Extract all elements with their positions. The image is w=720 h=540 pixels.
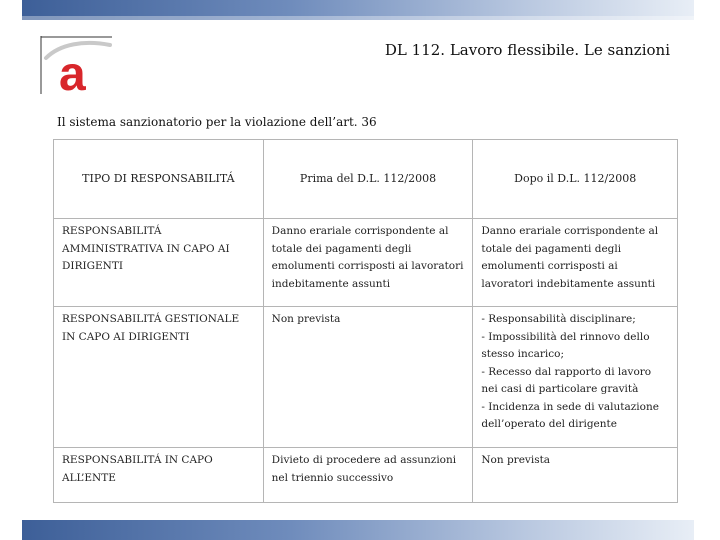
logo-letter: a bbox=[59, 48, 86, 94]
list-item: - Impossibilità del rinnovo dello stesso incarico; bbox=[481, 330, 650, 360]
table-cell-list bbox=[473, 307, 678, 448]
header-cell-before: Prima del D.L. 112/2008 bbox=[263, 140, 473, 219]
table-row bbox=[54, 219, 678, 307]
logo-icon bbox=[40, 36, 114, 94]
table-header-row bbox=[54, 140, 678, 219]
table-cell: Danno erariale corrispondente al totale dei pagamenti degli emolumenti corrisposti ai lavoratori indebitamente assunti bbox=[473, 219, 678, 307]
page-subtitle: Il sistema sanzionatorio per la violazione dell’art. 36 bbox=[57, 115, 377, 129]
table-cell: RESPONSABILITÁ IN CAPO ALL’ENTE bbox=[54, 448, 264, 503]
header-cell-after: Dopo il D.L. 112/2008 bbox=[473, 140, 678, 219]
table-row bbox=[54, 307, 678, 448]
list-item: - Recesso dal rapporto di lavoro nei casi di particolare gravità bbox=[481, 365, 652, 395]
bottom-decorative-band bbox=[22, 520, 694, 540]
sanctions-table bbox=[53, 139, 678, 503]
table-cell: RESPONSABILITÁ GESTIONALE IN CAPO AI DIRIGENTI bbox=[54, 307, 264, 448]
page-title: DL 112. Lavoro flessibile. Le sanzioni bbox=[384, 41, 670, 59]
table-cell: Non prevista bbox=[263, 307, 473, 448]
list-item: - Incidenza in sede di valutazione dell’operato del dirigente bbox=[481, 400, 659, 430]
header-cell-type: TIPO DI RESPONSABILITÁ bbox=[54, 140, 264, 219]
table-cell: Divieto di procedere ad assunzioni nel triennio successivo bbox=[263, 448, 473, 503]
table-cell: Non prevista bbox=[473, 448, 678, 503]
list-item: - Responsabilità disciplinare; bbox=[481, 313, 636, 325]
table-row bbox=[54, 448, 678, 503]
table-cell: Danno erariale corrispondente al totale dei pagamenti degli emolumenti corrisposti ai lavoratori indebitamente assunti bbox=[263, 219, 473, 307]
logo bbox=[40, 36, 114, 94]
table-cell: RESPONSABILITÁ AMMINISTRATIVA IN CAPO AI DIRIGENTI bbox=[54, 219, 264, 307]
top-decorative-band bbox=[22, 0, 694, 20]
